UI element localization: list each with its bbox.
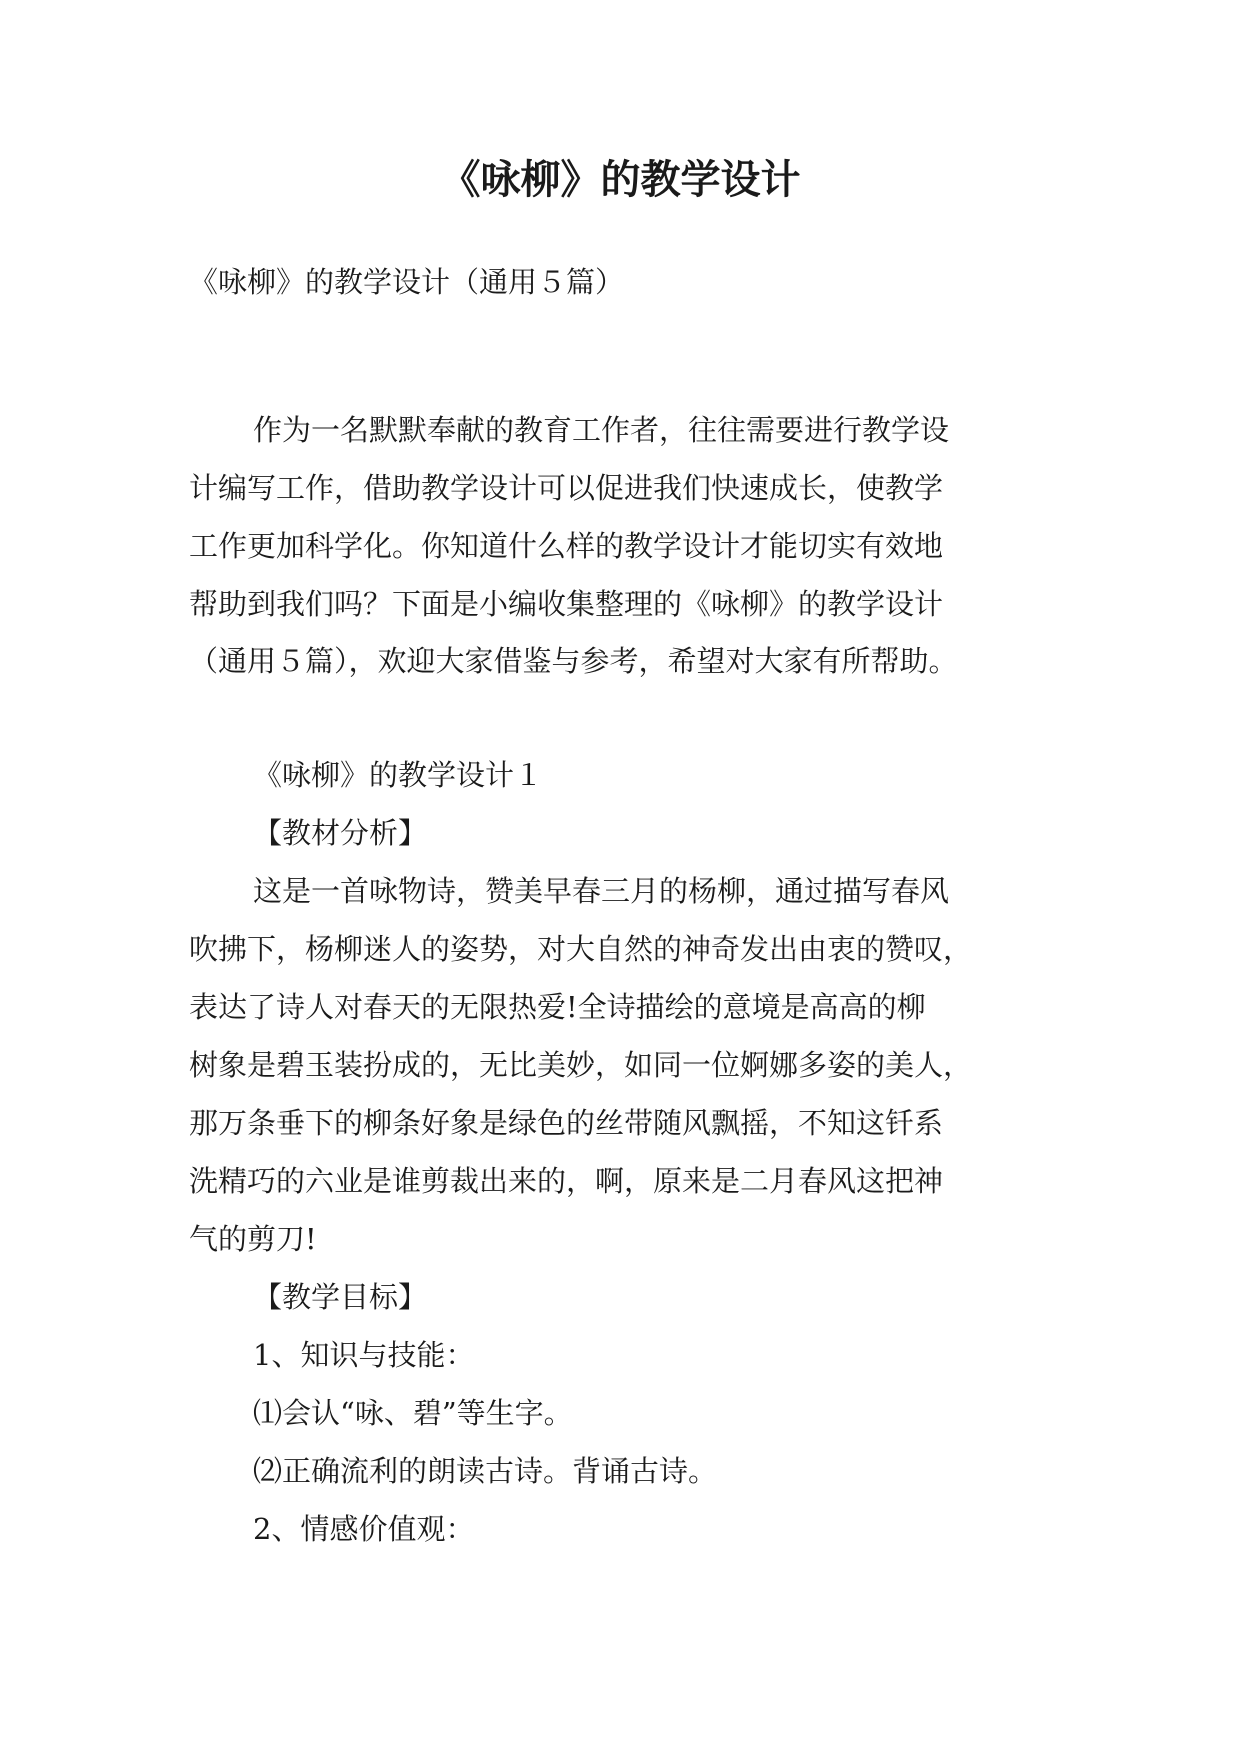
intro-line-4: 帮助到我们吗？下面是小编收集整理的《咏柳》的教学设计: [189, 587, 944, 621]
goal-knowledge: 1、知识与技能：: [253, 1338, 475, 1372]
analysis-line-1: 这是一首咏物诗，赞美早春三月的杨柳，通过描写春风: [253, 874, 950, 908]
analysis-line-5: 那万条垂下的柳条好象是绿色的丝带随风飘摇，不知这钎系: [189, 1106, 944, 1140]
document-title: 《咏柳》的教学设计: [440, 157, 801, 203]
goal-knowledge-item-2: ⑵正确流利的朗读古诗。背诵古诗。: [253, 1454, 718, 1488]
document-subtitle: 《咏柳》的教学设计（通用５篇）: [189, 265, 625, 299]
analysis-line-6: 洗精巧的六业是谁剪裁出来的，啊，原来是二月春风这把神: [189, 1164, 944, 1198]
section-heading: 《咏柳》的教学设计１: [253, 758, 544, 792]
analysis-line-7: 气的剪刀!: [189, 1222, 317, 1256]
analysis-line-3: 表达了诗人对春天的无限热爱!全诗描绘的意境是高高的柳: [189, 990, 926, 1024]
analysis-line-4: 树象是碧玉装扮成的，无比美妙，如同一位婀娜多姿的美人，: [189, 1048, 973, 1082]
intro-line-1: 作为一名默默奉献的教育工作者，往往需要进行教学设: [253, 413, 950, 447]
goals-heading: 【教学目标】: [253, 1280, 428, 1314]
intro-line-2: 计编写工作，借助教学设计可以促进我们快速成长，使教学: [189, 471, 944, 505]
analysis-line-2: 吹拂下，杨柳迷人的姿势，对大自然的神奇发出由衷的赞叹，: [189, 932, 973, 966]
intro-line-5: （通用５篇），欢迎大家借鉴与参考，希望对大家有所帮助。: [189, 644, 958, 678]
intro-line-3: 工作更加科学化。你知道什么样的教学设计才能切实有效地: [189, 529, 944, 563]
goal-knowledge-item-1: ⑴会认“咏、碧”等生字。: [253, 1396, 573, 1430]
goal-values: 2、情感价值观：: [253, 1512, 475, 1546]
analysis-heading: 【教材分析】: [253, 816, 428, 850]
